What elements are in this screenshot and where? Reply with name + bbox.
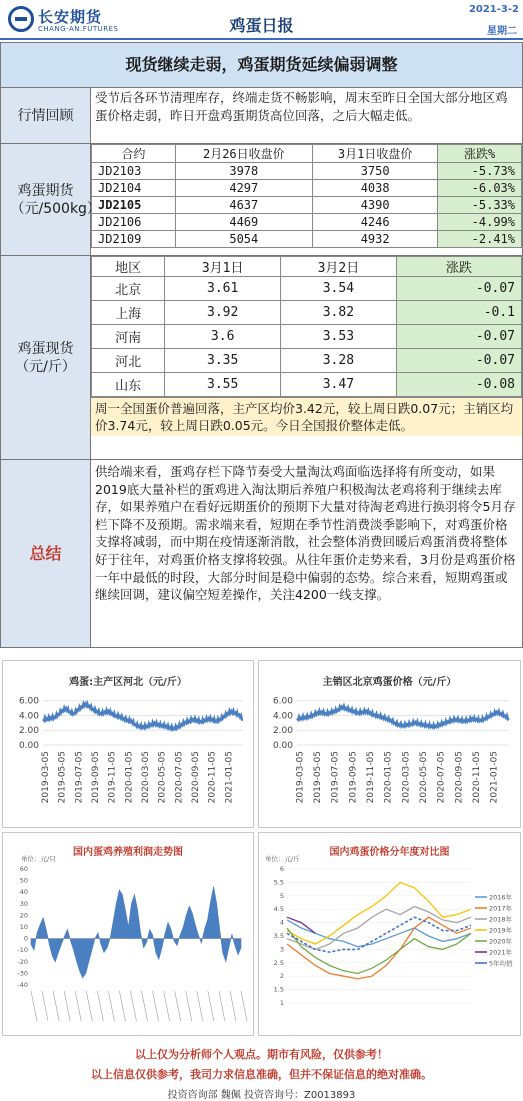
report-header: [0, 0, 523, 40]
disclaimer-1: 以上仅为分析师个人观点。期市有风险，仅供参考！: [135, 1048, 388, 1061]
col-day2: 3月2日: [281, 257, 397, 277]
x-tick-label: 2020-11-05: [471, 751, 482, 804]
x-tick-label: 2020-07-05: [436, 751, 447, 804]
x-tick-mark: [219, 991, 225, 1021]
x-tick-label: 2020-11-05: [207, 751, 218, 804]
chart-title: 主销区北京鸡蛋价格（元/斤）: [322, 677, 457, 688]
chart-profit: [2, 832, 254, 1036]
x-tick-label: 2020-01-05: [124, 751, 135, 804]
x-tick-mark: [164, 991, 170, 1021]
series-line: [287, 917, 315, 933]
futures-header-row: [92, 145, 522, 163]
series-line: [287, 917, 471, 979]
series-line: [287, 907, 471, 950]
futures-section: [0, 144, 523, 256]
y-tick-label: 2.00: [272, 726, 293, 737]
chart-title: 国内鸡蛋价格分年度对比图: [329, 847, 450, 858]
table-row: JD2109 5054 4932 -2.41%: [92, 231, 522, 248]
summary-label: 总结: [1, 460, 91, 647]
table-row: JD2105 4637 4390 -5.33%: [92, 197, 522, 214]
chart-hebei-price: [2, 660, 254, 828]
legend-label: 2020年: [489, 937, 513, 946]
x-tick-mark: [86, 991, 92, 1021]
col-contract: 合约: [92, 145, 176, 163]
x-tick-label: 2020-05-05: [418, 751, 429, 804]
analyst-info: 投资咨询部 魏佩 投资咨询号：Z0013893: [167, 1090, 356, 1101]
x-tick-mark: [175, 991, 181, 1021]
col-change: 涨跌%: [438, 145, 522, 163]
legend-label: 2021年: [489, 948, 513, 957]
col-prev-close: 2月26日收盘价: [175, 145, 312, 163]
review-label: 行情回顾: [1, 88, 91, 143]
charts-area: [0, 656, 523, 1040]
spot-section: [0, 256, 523, 460]
col-curr-close: 3月1日收盘价: [312, 145, 437, 163]
x-tick-mark: [142, 991, 148, 1021]
table-row: 河南 3.6 3.53 -0.07: [92, 325, 522, 349]
y-tick-label: 6.00: [18, 696, 39, 707]
futures-table: [91, 144, 522, 248]
table-row: 上海 3.92 3.82 -0.1: [92, 301, 522, 325]
chart-title: 国内蛋鸡养殖利润走势图: [73, 847, 183, 858]
series-line: [287, 928, 471, 974]
y-tick-label: 1.5: [273, 985, 284, 994]
chart-yearly-compare: [258, 832, 521, 1036]
x-tick-mark: [186, 991, 192, 1021]
col-day1: 3月1日: [165, 257, 281, 277]
legend-label: 2018年: [489, 915, 513, 924]
unit-label: 单位：元/只: [21, 855, 56, 863]
review-text: 受节后各环节清理库存，终端走货不畅影响，周末至昨日全国大部分地区鸡蛋价格走弱，昨日开盘鸡蛋期货高位回落，之后大幅走低。: [91, 88, 522, 125]
x-tick-mark: [97, 991, 103, 1021]
y-tick-label: 50: [19, 876, 28, 885]
x-tick-label: 2019-03-05: [41, 751, 51, 804]
x-tick-mark: [130, 991, 136, 1021]
chart-beijing-price: [258, 660, 521, 828]
table-row: JD2106 4469 4246 -4.99%: [92, 214, 522, 231]
company-name: 长安期货: [38, 8, 103, 26]
x-tick-mark: [42, 991, 48, 1021]
x-tick-label: 2020-09-05: [191, 751, 201, 804]
spot-table: [91, 256, 522, 397]
y-tick-label: 40: [19, 888, 28, 897]
x-tick-mark: [153, 991, 159, 1021]
x-tick-label: 2019-03-05: [295, 751, 306, 804]
summary-text: 供给端来看，蛋鸡存栏下降节奏受大量淘汰鸡面临选择将有所变动，如果2019底大量补栏的蛋鸡进入淘汰期后养殖户积极淘汰老鸡将利于继续去库存，如果养殖户在看好远期蛋价的预期下大量对待淘老鸡进行换羽将令5月存栏下降不及预期。需求端来看，短期在季节性消费淡季影响下，对鸡蛋价格支撑将减弱，而中期在疫情逐渐消散，社会整体消费回暖后鸡蛋消费将整体好于往年，对鸡蛋价格支撑将较强。从往年蛋价走势来看，3月份是鸡蛋价格一年中最低的时段，大部分时间是稳中偏弱的态势。综合来看，短期鸡蛋或继续回调，建议偏空短差操作，关注4200一线支撑。: [95, 464, 516, 603]
chart-title: 鸡蛋:主产区河北（元/斤）: [69, 677, 187, 688]
x-tick-mark: [75, 991, 81, 1021]
chart-profit-svg: [3, 833, 253, 1035]
y-tick-label: 1: [279, 999, 284, 1007]
y-tick-label: -10: [17, 946, 28, 955]
table-row: 山东 3.55 3.47 -0.08: [92, 373, 522, 397]
y-tick-label: 10: [19, 923, 28, 931]
x-tick-mark: [108, 991, 114, 1021]
x-tick-label: 2020-01-05: [383, 751, 394, 804]
y-tick-label: 2.00: [18, 726, 39, 737]
col-change: 涨跌: [396, 257, 521, 277]
unit-label: 单位：元/斤: [265, 855, 300, 863]
x-tick-mark: [208, 991, 214, 1021]
x-tick-mark: [53, 991, 59, 1021]
report-table: [0, 42, 523, 88]
y-tick-label: 5: [279, 891, 284, 900]
x-tick-mark: [31, 991, 37, 1021]
summary-section: [0, 460, 523, 648]
x-tick-label: 2019-11-05: [365, 751, 376, 804]
x-tick-mark: [241, 991, 247, 1021]
y-tick-label: 2.5: [273, 958, 284, 967]
x-tick-label: 2019-11-05: [107, 751, 118, 804]
legend-label: 2016年: [489, 893, 513, 902]
review-section: [0, 88, 523, 144]
x-tick-label: 2020-07-05: [174, 751, 185, 804]
table-row: 北京 3.61 3.54 -0.07: [92, 277, 522, 301]
y-tick-label: -30: [17, 969, 28, 978]
table-row: JD2104 4297 4038 -6.03%: [92, 180, 522, 197]
spot-note: 周一全国蛋价普遍回落，主产区均价3.42元，较上周日跌0.07元；主销区均价3.74元，较上周日跌0.05元。今日全国报价整体走低。: [91, 397, 522, 436]
spot-label: 鸡蛋现货（元/斤）: [1, 256, 91, 459]
y-tick-label: -20: [17, 957, 28, 966]
report-weekday: 星期二: [487, 26, 517, 37]
x-tick-label: 2019-09-05: [91, 751, 101, 804]
legend-label: 2017年: [489, 904, 513, 913]
y-tick-label: 30: [19, 899, 28, 908]
y-tick-label: 3.5: [273, 932, 284, 940]
x-tick-mark: [119, 991, 125, 1021]
x-tick-label: 2019-05-05: [312, 751, 323, 804]
y-tick-label: 4.00: [18, 711, 39, 722]
y-tick-label: 0.00: [18, 741, 39, 751]
x-tick-label: 2021-01-05: [224, 751, 235, 804]
table-row: JD2103 3978 3750 -5.73%: [92, 163, 522, 180]
report-date: 2021-3-2: [468, 4, 519, 15]
x-tick-label: 2019-05-05: [57, 751, 68, 804]
y-tick-label: 0.00: [272, 741, 293, 751]
y-tick-label: 20: [19, 911, 28, 920]
legend-label: 2019年: [489, 926, 513, 935]
disclaimer-2: 以上信息仅供参考，我司力求信息准确，但并不保证信息的绝对准确。: [91, 1068, 432, 1081]
x-tick-mark: [230, 991, 236, 1021]
report-footer: [0, 1040, 523, 1101]
x-tick-label: 2020-09-05: [454, 751, 465, 804]
y-tick-label: 60: [19, 865, 28, 873]
x-tick-label: 2021-01-05: [489, 751, 500, 804]
y-tick-label: 3: [279, 945, 284, 954]
series-line: [43, 703, 243, 729]
col-region: 地区: [92, 257, 165, 277]
headline: 现货继续走弱，鸡蛋期货延续偏弱调整: [0, 42, 523, 88]
y-tick-label: 4: [279, 918, 284, 927]
report-title: 鸡蛋日报: [229, 16, 294, 35]
y-tick-label: 2: [279, 972, 284, 981]
y-tick-label: 4.5: [273, 905, 284, 914]
company-name-en: CHANG-AN.FUTURES: [38, 25, 119, 33]
legend-label: 5年均值: [489, 959, 513, 968]
y-tick-label: -40: [17, 981, 28, 989]
y-tick-label: 4.00: [272, 711, 293, 722]
x-tick-label: 2019-07-05: [330, 751, 341, 804]
y-tick-label: 6: [279, 865, 284, 873]
x-tick-label: 2020-03-05: [401, 751, 412, 804]
spot-header-row: [92, 257, 522, 277]
y-tick-label: 0: [23, 934, 28, 943]
series-line: [297, 706, 509, 728]
profit-area: [31, 886, 241, 978]
y-tick-label: 5.5: [273, 878, 284, 887]
y-tick-label: 6.00: [272, 696, 293, 707]
x-tick-mark: [197, 991, 203, 1021]
x-tick-label: 2020-05-05: [157, 751, 168, 804]
x-tick-label: 2019-07-05: [74, 751, 85, 804]
header-divider: [0, 38, 523, 40]
x-tick-label: 2020-03-05: [141, 751, 151, 804]
chart-yearly-svg: [259, 833, 520, 1035]
table-row: 河北 3.35 3.28 -0.07: [92, 349, 522, 373]
x-tick-mark: [64, 991, 70, 1021]
x-tick-label: 2019-09-05: [348, 751, 359, 804]
futures-label: 鸡蛋期货（元/500kg）: [1, 144, 91, 255]
